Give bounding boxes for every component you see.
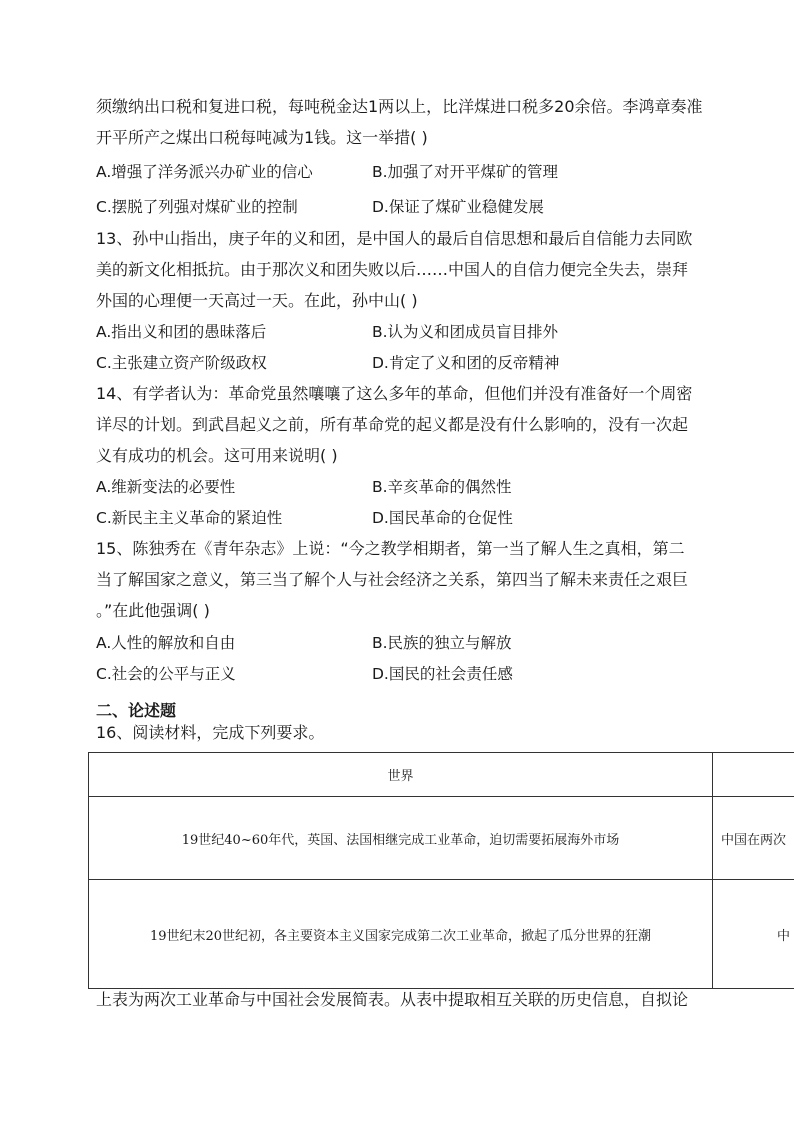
q15-option-d[interactable]: D.国民的社会责任感 <box>372 665 513 683</box>
q15-option-a[interactable]: A.人性的解放和自由 <box>96 634 236 652</box>
q13-stem-line-2: 美的新文化相抵抗。由于那次义和团失败以后……中国人的自信力便完全失去，崇拜 <box>96 260 689 279</box>
q14-stem-line-3: 义有成功的机会。这可用来说明( ) <box>96 446 338 465</box>
q13-option-d[interactable]: D.肯定了义和团的反帝精神 <box>372 354 560 372</box>
q13-option-c[interactable]: C.主张建立资产阶级政权 <box>96 354 267 372</box>
q12-option-b[interactable]: B.加强了对开平煤矿的管理 <box>372 163 559 181</box>
history-table <box>88 752 794 989</box>
q13-option-a[interactable]: A.指出义和团的愚昧落后 <box>96 323 267 341</box>
q14-stem-line-2: 详尽的计划。到武昌起义之前，所有革命党的起义都是没有什么影响的，没有一次起 <box>96 415 689 434</box>
q13-option-b[interactable]: B.认为义和团成员盲目排外 <box>372 323 559 341</box>
section-title: 二、论述题 <box>96 701 177 720</box>
q15-option-b[interactable]: B.民族的独立与解放 <box>372 634 512 652</box>
table-row <box>89 880 794 989</box>
q14-option-a[interactable]: A.维新变法的必要性 <box>96 478 236 496</box>
table-cell-world-2: 19世纪末20世纪初，各主要资本主义国家完成第二次工业革命，掀起了瓜分世界的狂潮 <box>89 880 713 989</box>
table-header-china <box>713 753 794 797</box>
q15-stem-line-2: 当了解国家之意义，第三当了解个人与社会经济之关系，第四当了解未来责任之艰巨 <box>96 570 689 589</box>
q13-stem-line-3: 外国的心理便一天高过一天。在此，孙中山( ) <box>96 291 418 310</box>
q13-stem-line-1: 13、孙中山指出，庚子年的义和团，是中国人的最后自信思想和最后自信能力去同欧 <box>96 229 693 248</box>
table-row <box>89 797 794 880</box>
q12-option-d[interactable]: D.保证了煤矿业稳健发展 <box>372 198 544 216</box>
table-cell-world-1: 19世纪40~60年代，英国、法国相继完成工业革命，迫切需要拓展海外市场 <box>89 797 713 880</box>
q16-intro: 16、阅读材料，完成下列要求。 <box>96 723 325 742</box>
table-cell-china-2: 中 <box>713 880 794 989</box>
q14-option-b[interactable]: B.辛亥革命的偶然性 <box>372 478 512 496</box>
q14-option-d[interactable]: D.国民革命的仓促性 <box>372 509 513 527</box>
q12-stem-line-2: 开平所产之煤出口税每吨减为1钱。这一举措( ) <box>96 128 428 147</box>
table-header-world: 世界 <box>89 753 713 797</box>
table-cell-china-1: 中国在两次 <box>713 797 794 880</box>
q12-option-a[interactable]: A.增强了洋务派兴办矿业的信心 <box>96 163 313 181</box>
q12-option-c[interactable]: C.摆脱了列强对煤矿业的控制 <box>96 198 298 216</box>
q15-stem-line-3: 。”在此他强调( ) <box>96 601 210 620</box>
q15-option-c[interactable]: C.社会的公平与正义 <box>96 665 236 683</box>
q15-stem-line-1: 15、陈独秀在《青年杂志》上说：“今之教学相期者，第一当了解人生之真相，第二 <box>96 539 685 558</box>
table-header-row <box>89 753 794 797</box>
q12-stem-line-1: 须缴纳出口税和复进口税，每吨税金达1两以上，比洋煤进口税多20余倍。李鸿章奏准 <box>96 97 703 116</box>
q14-option-c[interactable]: C.新民主主义革命的紧迫性 <box>96 509 283 527</box>
q16-stem-line-1: 上表为两次工业革命与中国社会发展简表。从表中提取相互关联的历史信息，自拟论 <box>96 990 689 1009</box>
q14-stem-line-1: 14、有学者认为：革命党虽然嚷嚷了这么多年的革命，但他们并没有准备好一个周密 <box>96 384 693 403</box>
